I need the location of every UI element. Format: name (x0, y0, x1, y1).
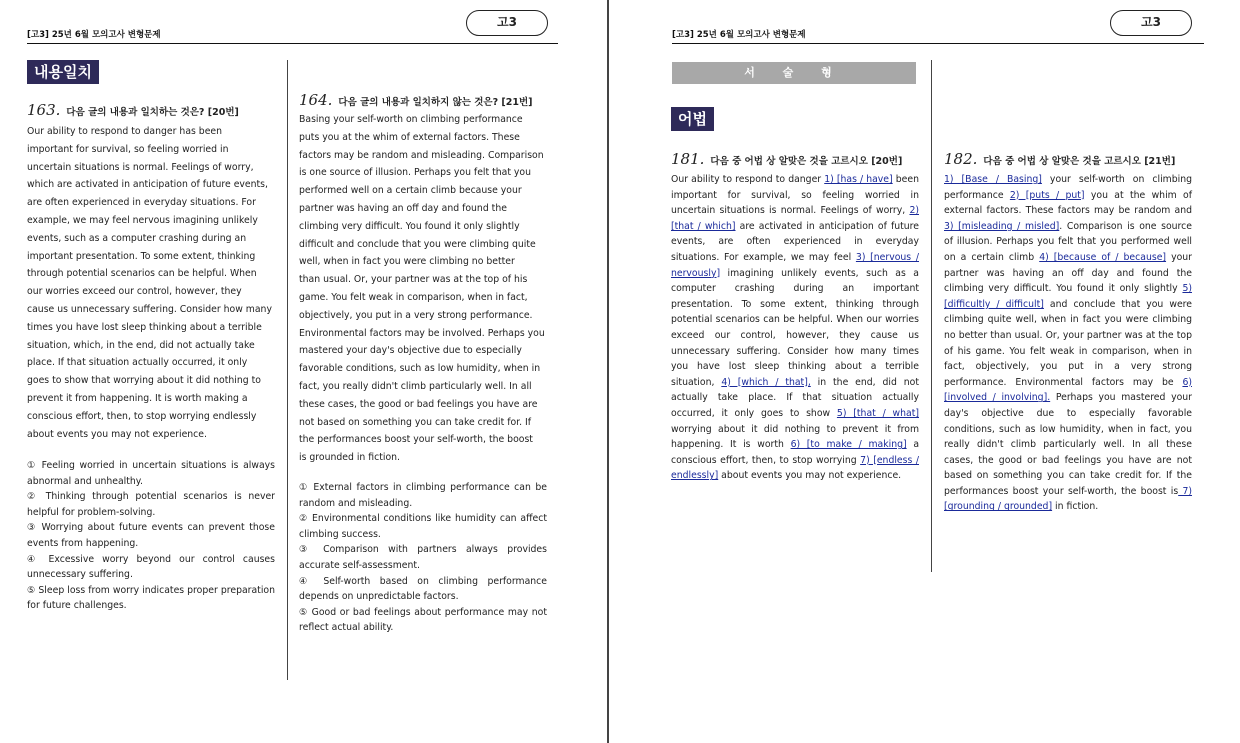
essay-section-bar: 서 술 형 (672, 62, 916, 84)
question-182-passage (944, 172, 1192, 515)
passage-line: important for survival, so feeling worried in (27, 143, 229, 155)
passage-line: Basing your self-worth on climbing performance (299, 114, 523, 125)
passage-text: and conclude that you were climbing quite well, when in fact you were climbing no better than usual. Or, your partner was at the top of his game. You felt weak in comparison, when in fact, objectively, you put in a very strong performance. Environmental factors may be (944, 298, 1193, 388)
question-182-title (944, 150, 1175, 168)
question-number: 164. (299, 91, 333, 109)
passage-line: uncertain situations is normal. Feelings of worry, (27, 161, 254, 173)
passage-line: Our ability to respond to danger has been (27, 126, 223, 137)
passage-line: favorable conditions, such as low humidity, when in (299, 363, 541, 375)
passage-text: in fiction. (1052, 501, 1099, 513)
passage-line: performed well on a certain climb because your (299, 185, 522, 197)
answer-option[interactable]: ③ Comparison with partners always provides accurate self-assessment. (299, 544, 547, 571)
passage-text: about events you may not experience. (718, 470, 902, 482)
question-prompt: 다음 중 어법 상 알맞은 것을 고르시오 [21번] (983, 156, 1176, 167)
answer-option[interactable]: ④ Self-worth based on climbing performance depends on unpredictable factors. (299, 575, 547, 603)
passage-text: your partner was having an off day and found the climbing very difficult. You found it only slightly (944, 251, 1192, 295)
question-181-passage (671, 172, 919, 484)
page-spine (607, 0, 609, 743)
question-prompt: 다음 글의 내용과 일치하는 것은? [20번] (66, 107, 239, 118)
answer-option[interactable]: ⑤ Sleep loss from worry indicates proper preparation for future challenges. (27, 584, 275, 612)
question-prompt: 다음 중 어법 상 알맞은 것을 고르시오 [20번] (710, 156, 903, 167)
answer-option[interactable]: ⑤ Good or bad feelings about performance may not reflect actual ability. (299, 606, 547, 634)
passage-line: important presentation. To some extent, thinking (27, 250, 256, 262)
passage-line: situation, which, in the end, did not actually take (27, 339, 255, 351)
question-number: 182. (944, 150, 978, 168)
passage-text: imagining unlikely events, such as a computer crashing during an important presentation. To some extent, thinking through potential scenarios can be helpful. When our worries exceed our control, however, they cause us unnecessary suffering. Consider how many times you have lost sleep thinking about a terrible situation, (671, 267, 919, 388)
passage-line: climbing very difficult. You found it only slightly (299, 220, 520, 232)
passage-text: a conscious effort, then, to stop worrying (671, 439, 920, 466)
passage-line: is one source of illusion. Perhaps you felt that you (299, 167, 532, 179)
grammar-blank[interactable]: 7) [endless / endlessly] (671, 454, 919, 482)
header-divider (27, 43, 558, 44)
passage-text: are activated in anticipation of future events, are often experienced in everyday situations. For example, we may feel (671, 220, 919, 263)
question-number: 163. (27, 101, 61, 119)
passage-line: mastered your day's objective due to especially (299, 345, 522, 357)
grammar-blank[interactable]: 7) [grounding / grounded] (944, 485, 1193, 513)
grammar-blank[interactable]: 3) [nervous / nervously] (671, 251, 919, 279)
right-page (610, 0, 1240, 743)
passage-line: factors may be random and misleading. Comparison (299, 149, 544, 161)
passage-text: your self-worth on climbing performance (944, 174, 1192, 201)
passage-line: Environmental factors may be involved. Perhaps you (299, 327, 545, 339)
grammar-blank[interactable]: 1) [Base / Basing] (944, 174, 1042, 185)
question-164-passage (299, 111, 554, 467)
question-164-title (299, 91, 533, 109)
passage-line: prevent it from happening. It is worth making a (27, 392, 248, 404)
question-163-options (27, 458, 275, 614)
grammar-blank[interactable]: 4) [because of / because] (1039, 251, 1167, 263)
passage-text: . Comparison is one source of illusion. Perhaps you felt that you performed well on a certain climb (944, 220, 1192, 263)
header-divider (672, 43, 1204, 44)
grammar-blank[interactable]: 6) [involved / involving]. (944, 376, 1192, 404)
passage-text: Perhaps you mastered your day's objective due to especially favorable conditions, such as low humidity, when in fact, you really didn't climb particularly well. In all these cases, the good or bad feelings you have are not based on something you can take credit for. If the performances boost your self-worth, the boost is (944, 392, 1193, 497)
page-header: [고3] 25년 6월 모의고사 변형문제 (27, 30, 161, 40)
left-page (0, 0, 608, 743)
passage-line: times you have lost sleep thinking about a terrible (27, 321, 262, 333)
passage-line: is grounded in fiction. (299, 452, 401, 464)
grammar-blank[interactable]: 1) [has / have] (824, 174, 893, 185)
passage-line: than usual. Or, your partner was at the top of his (299, 274, 528, 286)
passage-line: the performances boost your self-worth, the boost (299, 434, 533, 446)
passage-text: Our ability to respond to danger (671, 174, 825, 185)
passage-text: been important for survival, so feeling worried in uncertain situations is normal. Feelings of worry, (671, 174, 919, 217)
passage-line: through potential scenarios can be helpful. When (27, 268, 257, 280)
passage-line: example, we may feel nervous imagining unlikely (27, 214, 258, 226)
grade-tag: 고3 (1110, 10, 1192, 36)
passage-line: game. You felt weak in comparison, when in fact, (299, 291, 528, 303)
passage-line: which are activated in anticipation of future events, (27, 179, 268, 191)
column-divider (931, 60, 932, 572)
answer-option[interactable]: ② Thinking through potential scenarios is never helpful for problem-solving. (27, 491, 275, 518)
passage-line: conscious effort, then, to stop worrying endlessly (27, 410, 257, 422)
grammar-blank[interactable]: 3) [misleading / misled] (944, 220, 1060, 232)
page-header: [고3] 25년 6월 모의고사 변형문제 (672, 30, 806, 40)
question-181-title (671, 150, 902, 168)
answer-option[interactable]: ② Environmental conditions like humidity can affect climbing success. (299, 513, 547, 540)
grade-tag: 고3 (466, 10, 548, 36)
passage-line: not based on something you can take credit for. If (299, 416, 532, 428)
section-title: 내용일치 (27, 60, 99, 84)
passage-line: these cases, the good or bad feelings you have are (299, 398, 538, 410)
passage-line: well, when in fact you were climbing no better (299, 256, 515, 268)
question-prompt: 다음 글의 내용과 일치하지 않는 것은? [21번] (338, 97, 533, 108)
passage-line: are often experienced in everyday situations. For (27, 197, 256, 209)
passage-text: worrying about it did nothing to prevent it from happening. It is worth (671, 423, 919, 451)
passage-line: goes to show that worrying about it did nothing to (27, 375, 261, 387)
passage-line: events, such as a computer crashing during an (27, 232, 247, 244)
question-163-passage (27, 123, 277, 443)
passage-line: about events you may not experience. (27, 428, 207, 440)
grammar-blank[interactable]: 5) [difficultly / difficult] (944, 283, 1192, 310)
grammar-blank[interactable]: 6) [to make / making] (790, 439, 907, 451)
passage-line: puts you at the whim of external factors. These (299, 131, 520, 143)
question-164-options (299, 480, 547, 636)
question-number: 181. (671, 150, 705, 168)
passage-line: our worries exceed our control, however, they (27, 286, 242, 298)
passage-line: partner was having an off day and found the (299, 202, 507, 214)
section-title: 어법 (671, 107, 714, 131)
grammar-blank[interactable]: 5) [that / what] (836, 407, 919, 419)
passage-line: difficult and conclude that you were climbing quite (299, 238, 536, 250)
answer-option[interactable]: ③ Worrying about future events can prevent those events from happening. (27, 522, 275, 549)
answer-option[interactable]: ① Feeling worried in uncertain situations is always abnormal and unhealthy. (27, 460, 275, 487)
grammar-blank[interactable]: 4) [which / that], (721, 376, 811, 388)
question-163-title (27, 101, 239, 119)
passage-text: you at the whim of external factors. These factors may be random and (944, 189, 1193, 217)
passage-text: in the end, did not actually take place. If that situation actually occurred, it only goes to show (671, 376, 919, 419)
column-divider (287, 60, 288, 680)
answer-option[interactable]: ① External factors in climbing performance can be random and misleading. (299, 482, 547, 509)
passage-line: fact, you really didn't climb particularly well. In all (299, 380, 532, 392)
passage-line: place. If that situation actually occurred, it only (27, 357, 248, 369)
grammar-blank[interactable]: 2) [puts / put] (1009, 189, 1085, 201)
passage-line: objectively, you put in a very strong performance. (299, 309, 533, 321)
passage-line: cause us unnecessary suffering. Consider how many (27, 303, 272, 315)
grammar-blank[interactable]: 2) [that / which] (671, 205, 919, 232)
answer-option[interactable]: ④ Excessive worry beyond our control causes unnecessary suffering. (27, 553, 275, 581)
